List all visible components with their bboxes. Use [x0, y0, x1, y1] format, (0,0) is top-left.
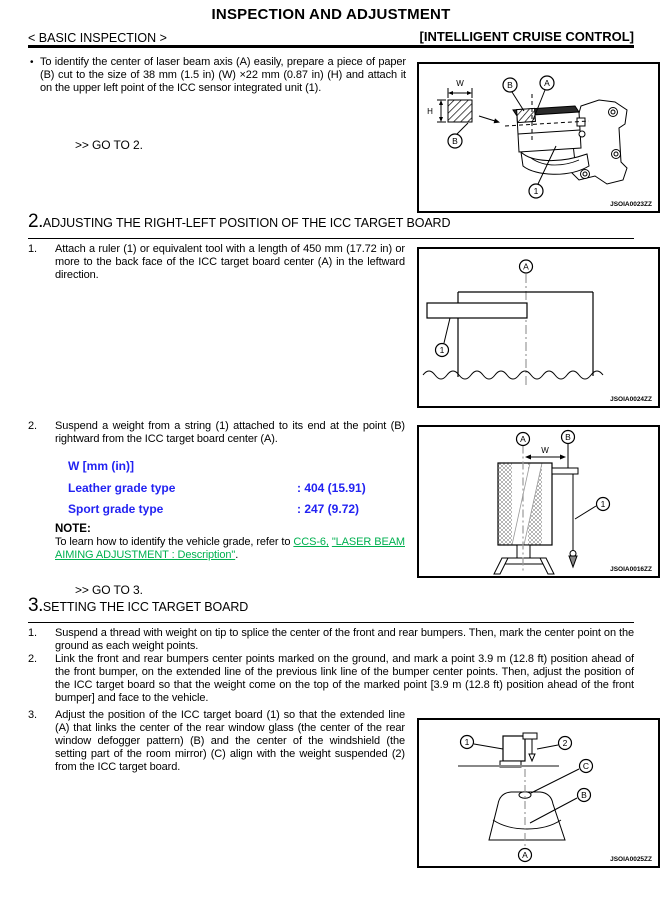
category-left: < BASIC INSPECTION >	[28, 31, 167, 45]
spec-row	[68, 481, 408, 503]
callout-b	[562, 431, 575, 444]
step-text: Link the front and rear bumpers center points marked on the ground, and mark a point 3.9 m (12.8 ft) position ahead of the front bumper, on the extended line of the previous link line of the bumper center points. Then, adjust the position of the ICC target board so that the weight come on the top of the marked point [3.9 m (12.8 ft) position ahead of the front bumper] and face to the vehicle.	[55, 653, 634, 704]
ruler	[427, 303, 527, 318]
svg-text:B: B	[452, 136, 458, 146]
weight-tip	[529, 754, 535, 761]
figure-code: JSOIA0016ZZ	[610, 566, 652, 573]
figure-weight-target-board	[417, 425, 660, 578]
section-2-heading	[28, 211, 450, 233]
section-3-title: SETTING THE ICC TARGET BOARD	[42, 600, 249, 614]
figure-code: JSOIA0025ZZ	[610, 856, 652, 863]
note-suffix: .	[235, 549, 239, 561]
figure-board-vehicle-alignment	[417, 718, 660, 868]
plumb-bob	[569, 556, 577, 567]
spec-row	[68, 502, 408, 524]
link-laser-beam-aiming[interactable]: "LASER BEAM AIMING ADJUSTMENT : Description"	[55, 536, 405, 561]
header-rule	[28, 45, 634, 48]
callout-1	[529, 184, 543, 198]
figure-ruler-target-board	[417, 247, 660, 408]
note-prefix: To learn how to identify the vehicle grade, refer to	[55, 536, 294, 548]
step-text: Attach a ruler (1) or equivalent tool with a length of 450 mm (17.72 in) or more to the back face of the ICC target board center (A) in the leftward direction.	[55, 243, 405, 281]
paper-on-unit	[517, 108, 536, 122]
intro-text: To identify the center of laser beam axis (A) easily, prepare a piece of paper (B) cut to the size of 38 mm (1.5 in) (W) ×22 mm (0.87 in) (H) and attach it on the upper left point of the ICC sensor integrated unit (1).	[40, 56, 406, 94]
svg-text:1: 1	[464, 737, 470, 747]
step-row	[28, 709, 405, 774]
callout-1	[461, 736, 474, 749]
figure-icc-sensor-unit	[417, 62, 660, 213]
callout-2	[559, 737, 572, 750]
step-number: 1.	[28, 627, 37, 639]
step-row	[28, 420, 405, 446]
svg-text:A: A	[544, 78, 550, 88]
callout-c	[580, 760, 593, 773]
figure-3-drawing	[419, 427, 658, 576]
arm	[552, 468, 578, 474]
step-text: Suspend a thread with weight on tip to splice the center of the front and rear bumpers. Then, mark the center point on the ground as each weight points.	[55, 627, 634, 652]
section-3-number: 3.	[28, 595, 43, 616]
svg-text:1: 1	[533, 186, 539, 196]
spec-header: W [mm (in)]	[68, 459, 134, 473]
spec-table	[68, 459, 408, 524]
goto-step-3: >> GO TO 3.	[75, 583, 143, 597]
figure-4-drawing	[419, 720, 658, 866]
callout-1	[597, 498, 610, 511]
section-3-rule	[28, 622, 634, 623]
stand-crossbar	[502, 558, 546, 564]
callout-1	[436, 344, 449, 357]
svg-text:C: C	[582, 761, 590, 771]
figure-code: JSOIA0023ZZ	[610, 201, 652, 208]
step-number: 3.	[28, 709, 37, 721]
svg-text:2: 2	[562, 738, 568, 748]
section-2-rule	[28, 238, 634, 239]
figure-2-drawing	[419, 249, 658, 406]
svg-text:A: A	[522, 850, 528, 860]
step-number: 1.	[28, 243, 37, 255]
note-label: NOTE:	[55, 523, 91, 535]
dim-w-label: W	[456, 79, 464, 88]
bullet-icon: •	[30, 57, 34, 68]
stand-leg-right	[540, 558, 554, 574]
section-2-number: 2.	[28, 211, 43, 232]
callout-b-unit	[503, 78, 517, 92]
section-3-heading	[28, 595, 248, 617]
spec-label: Leather grade type	[68, 480, 176, 495]
intro-paragraph	[28, 56, 406, 95]
vehicle-outline	[489, 792, 565, 840]
spec-value: : 247 (9.72)	[297, 502, 360, 516]
stand-leg-left	[494, 558, 508, 574]
svg-text:B: B	[565, 432, 571, 442]
link-ccs6[interactable]: CCS-6,	[293, 536, 329, 548]
svg-text:A: A	[523, 261, 529, 272]
figure-code: JSOIA0024ZZ	[610, 396, 652, 403]
step-row	[28, 653, 634, 705]
step-row	[28, 243, 405, 282]
board-arm	[523, 733, 537, 739]
target-board-side	[503, 736, 525, 761]
figure-1-drawing	[419, 64, 658, 211]
wavy-break-line	[423, 371, 603, 379]
spec-value: : 404 (15.91)	[297, 480, 366, 495]
step-text: Adjust the position of the ICC target board (1) so that the extended line (A) that links the center of the rear window glass (the center of the rear window defogger pattern) (B) and the center of the windshield (the setting part of the room mirror) (C) align with the weight suspended (2) from the ICC target board.	[55, 709, 405, 773]
callout-a	[517, 433, 530, 446]
spec-label: Sport grade type	[68, 502, 164, 516]
goto-step-2: >> GO TO 2.	[75, 138, 143, 152]
callout-b-paper	[448, 134, 462, 148]
callout-a	[519, 849, 532, 862]
callout-b	[578, 789, 591, 802]
category-right: [INTELLIGENT CRUISE CONTROL]	[419, 29, 634, 44]
step-row	[28, 627, 634, 653]
dim-w-label: W	[541, 446, 549, 455]
board-band-left	[498, 463, 512, 545]
paper-piece	[448, 100, 472, 122]
step-number: 2.	[28, 653, 37, 665]
note-text	[55, 536, 405, 562]
svg-text:A: A	[520, 434, 526, 444]
callout-a	[540, 76, 554, 90]
step-text: Suspend a weight from a string (1) attached to its end at the point (B) rightward from the ICC target board center (A).	[55, 420, 405, 445]
section-2-title: ADJUSTING THE RIGHT-LEFT POSITION OF THE ICC TARGET BOARD	[42, 216, 451, 230]
svg-text:1: 1	[439, 345, 445, 355]
svg-text:B: B	[581, 790, 587, 800]
svg-text:1: 1	[600, 499, 606, 509]
page-title: INSPECTION AND ADJUSTMENT	[211, 6, 451, 23]
step-number: 2.	[28, 420, 37, 432]
callout-a	[520, 260, 533, 273]
dim-h-label: H	[427, 107, 433, 116]
svg-text:B: B	[507, 80, 513, 90]
